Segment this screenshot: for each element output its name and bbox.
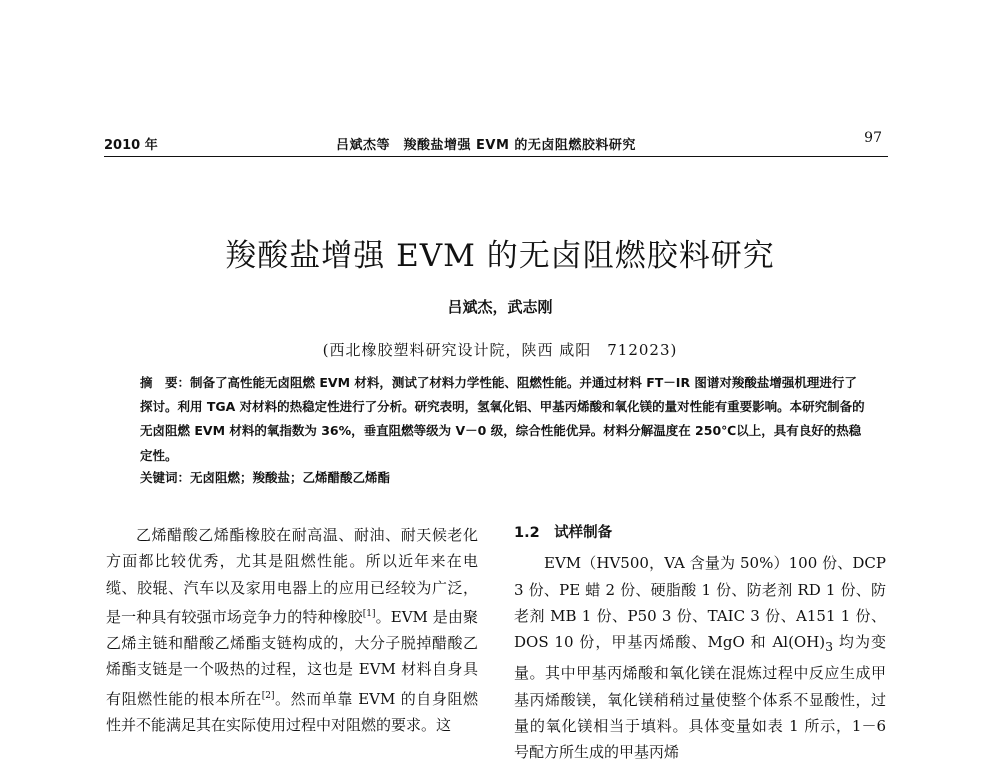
sample-prep-paragraph [514,550,886,765]
page-number: 97 [864,130,882,146]
journal-year: 2010 年 [104,138,158,153]
keywords [140,468,868,486]
intro-text-part-3: 。然而单靠 EVM 的自身阻燃性并不能满足其在实际使用过程中对阻燃的要求。这 [106,689,478,735]
subscript-3: 3 [825,639,834,655]
abstract-text: 制备了高性能无卤阻燃 EVM 材料，测试了材料力学性能、阻燃性能。并通过材料 FT－IR 图谱对羧酸盐增强机理进行了探讨。利用 TGA 对材料的热稳定性进行了分析。研究表明，氢氧化铝、甲基丙烯酸和氧化镁的量对性能有重要影响。本研究制备的无卤阻燃 EVM 材料的氧指数为 36%，垂直阻燃等级为 V－0 级，综合性能优异。材料分解温度在 250℃以上，具有良好的热稳定性。 [140,375,865,463]
intro-paragraph [106,522,478,738]
intro-text-part-1: 乙烯醋酸乙烯酯橡胶在耐高温、耐油、耐天候老化方面都比较优秀，尤其是阻燃性能。所以近年来在电缆、胶辊、汽车以及家用电器上的应用已经较为广泛，是一种具有较强市场竞争力的特种橡胶 [106,526,478,626]
sample-prep-text-part-1: EVM（HV500，VA 含量为 50%）100 份、DCP 3 份、PE 蜡 2 份、硬脂酸 1 份、防老剂 RD 1 份、防老剂 MB 1 份、P50 3 份、TAIC 3 份、A151 1 份、DOS 10 份，甲基丙烯酸、MgO 和 Al(OH) [514,554,886,652]
right-column [514,520,886,766]
affiliation: (西北橡胶塑料研究设计院，陕西 咸阳 712023) [322,341,678,359]
citation-2: [2] [261,690,275,701]
author-list: 吕斌杰，武志刚 [447,298,553,316]
left-column [106,522,478,738]
sample-prep-text-part-2: 均为变量。其中甲基丙烯酸和氧化镁在混炼过程中反应生成甲基丙烯酸镁，氧化镁稍稍过量使整个体系不显酸性，过量的氧化镁相当于填料。具体变量如表 1 所示，1－6 号配方所生成的甲基丙烯 [514,633,886,762]
paper-title: 羧酸盐增强 EVM 的无卤阻燃胶料研究 [225,238,775,274]
citation-1: [1] [362,608,376,619]
abstract [140,371,868,468]
running-header [104,128,888,157]
intro-text-part-2: 。EVM 是由聚乙烯主链和醋酸乙烯酯支链构成的，大分子脱掉醋酸乙烯酯支链是一个吸热的过程，这也是 EVM 材料自身具有阻燃性能的根本所在 [106,607,478,708]
section-heading: 1.2 试样制备 [514,525,613,541]
keywords-text: 无卤阻燃；羧酸盐；乙烯醋酸乙烯酯 [190,470,391,485]
running-title: 吕斌杰等 羧酸盐增强 EVM 的无卤阻燃胶料研究 [336,138,636,153]
abstract-label: 摘 要： [140,375,191,390]
keywords-label: 关键词： [140,470,191,485]
